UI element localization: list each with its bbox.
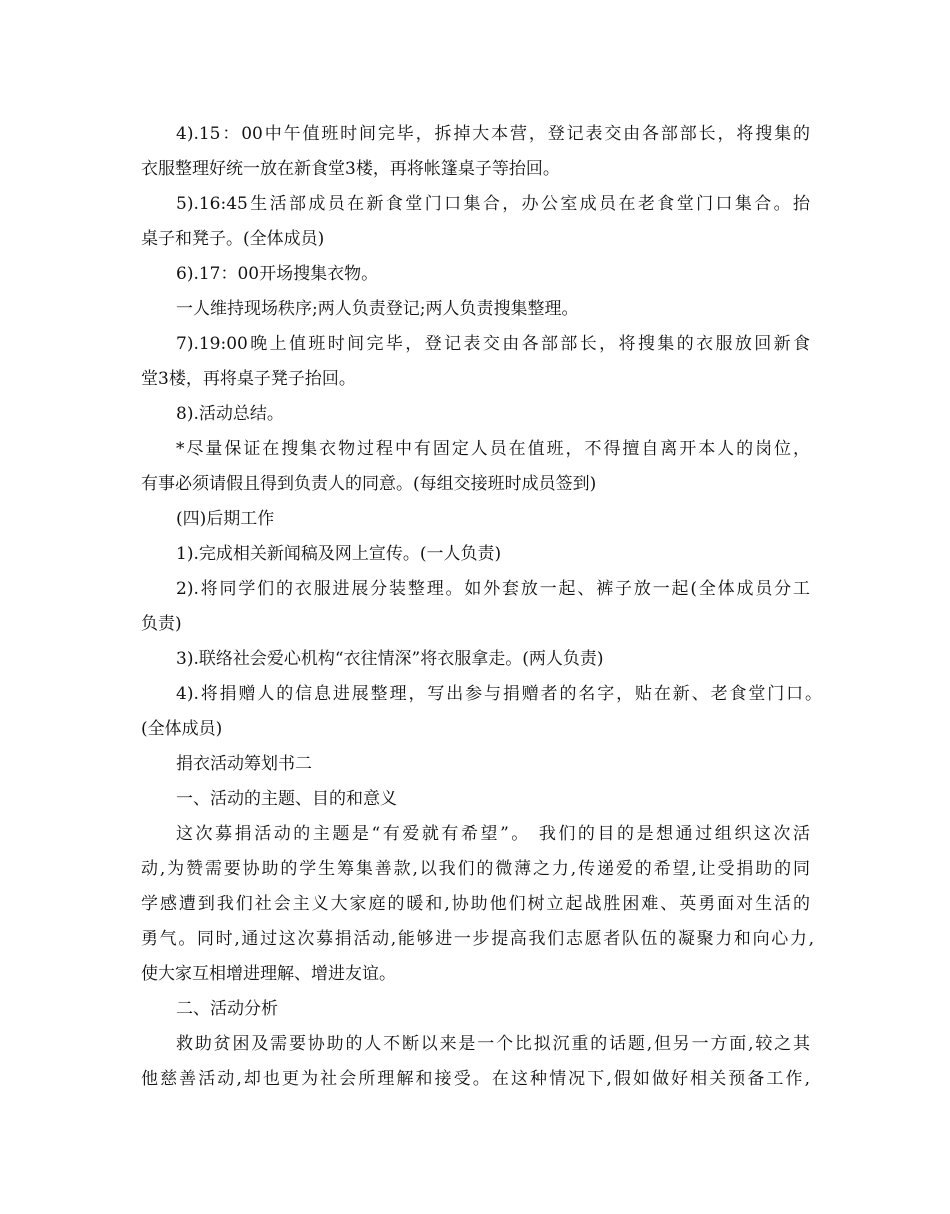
paragraph-line: 救助贫困及需要协助的人不断以来是一个比拟沉重的话题,但另一方面,较之其: [176, 1034, 810, 1054]
paragraph-line: *尽量保证在搜集衣物过程中有固定人员在值班，不得擅自离开本人的岗位，: [176, 439, 810, 459]
paragraph-line: 这次募捐活动的主题是“有爱就有希望”。 我们的目的是想通过组织这次活: [176, 824, 810, 844]
paragraph-line: 动,为赞需要协助的学生筹集善款,以我们的微薄之力,传递爱的希望,让受捐助的同: [141, 859, 810, 879]
paragraph-line: 3).联络社会爱心机构“衣往情深”将衣服拿走。(两人负责): [176, 649, 604, 669]
section-heading: 一、活动的主题、目的和意义: [176, 789, 397, 809]
paragraph-line: 负责): [141, 614, 182, 634]
paragraph-line: 他慈善活动,却也更为社会所理解和接受。在这种情况下,假如做好相关预备工作,: [141, 1069, 810, 1089]
section-heading: 二、活动分析: [176, 999, 278, 1019]
paragraph-line: 4).15：00中午值班时间完毕，拆掉大本营，登记表交由各部部长，将搜集的: [176, 124, 810, 144]
paragraph-line: 堂3楼，再将桌子凳子抬回。: [141, 369, 356, 389]
paragraph-line: 衣服整理好统一放在新食堂3楼，再将帐篷桌子等抬回。: [141, 159, 560, 179]
paragraph-line: 2).将同学们的衣服进展分装整理。如外套放一起、裤子放一起(全体成员分工: [176, 579, 810, 599]
paragraph-line: 勇气。同时,通过这次募捐活动,能够进一步提高我们志愿者队伍的凝聚力和向心力,: [141, 929, 814, 949]
paragraph-line: 6).17：00开场搜集衣物。: [176, 264, 379, 284]
paragraph-line: 1).完成相关新闻稿及网上宣传。(一人负责): [176, 544, 502, 564]
paragraph-line: 有事必须请假且得到负责人的同意。(每组交接班时成员签到): [141, 474, 597, 494]
paragraph-line: 4).将捐赠人的信息进展整理，写出参与捐赠者的名字，贴在新、老食堂门口。: [176, 684, 822, 704]
paragraph-line: 桌子和凳子。(全体成员): [141, 229, 325, 249]
section-heading: (四)后期工作: [176, 509, 275, 529]
paragraph-line: 学感遭到我们社会主义大家庭的暖和,协助他们树立起战胜困难、英勇面对生活的: [141, 894, 810, 914]
paragraph-line: 使大家互相增进理解、增进友谊。: [141, 964, 396, 984]
paragraph-line: 8).活动总结。: [176, 404, 284, 424]
document-title: 捐衣活动筹划书二: [176, 754, 312, 774]
paragraph-line: 一人维持现场秩序;两人负责登记;两人负责搜集整理。: [176, 299, 579, 319]
paragraph-line: 7).19:00晚上值班时间完毕，登记表交由各部部长，将搜集的衣服放回新食: [176, 334, 810, 354]
paragraph-line: (全体成员): [141, 719, 223, 739]
paragraph-line: 5).16:45生活部成员在新食堂门口集合，办公室成员在老食堂门口集合。抬: [176, 194, 810, 214]
